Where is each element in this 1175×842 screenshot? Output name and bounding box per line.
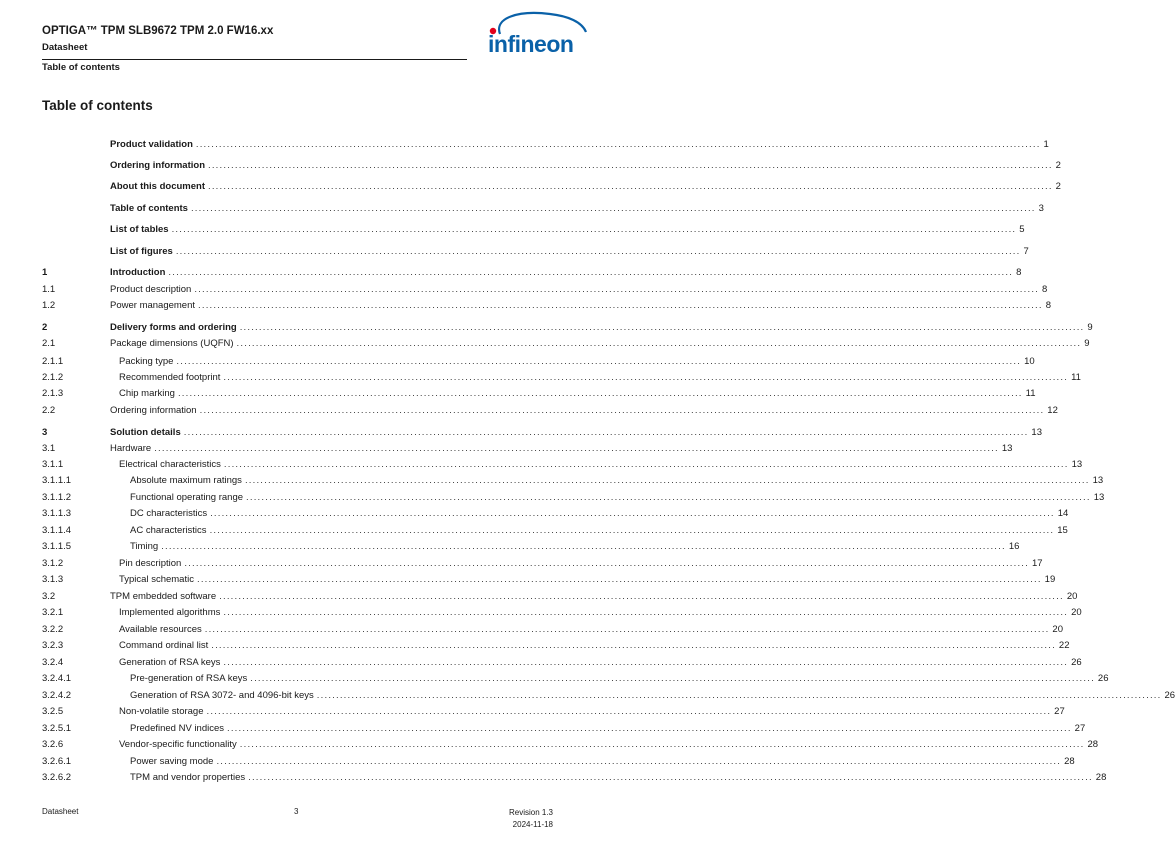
toc-entry-number: 3.2.4.2 (42, 690, 72, 701)
toc-dot-leader: ............................................................................................................................................................................................................................ (223, 459, 1069, 470)
toc-entry-number: 3.1.2 (42, 558, 64, 569)
toc-entry[interactable] (42, 738, 1099, 752)
toc-entry-title: Implemented algorithms (119, 607, 221, 618)
toc-entry-line (110, 321, 1093, 335)
toc-dot-leader: ............................................................................................................................................................................................................................ (209, 525, 1055, 536)
toc-entry[interactable] (42, 138, 1049, 152)
toc-entry[interactable] (42, 355, 1035, 369)
toc-entry-page: 9 (1087, 322, 1093, 333)
toc-entry-page: 20 (1066, 591, 1078, 602)
toc-entry-line (130, 771, 1107, 785)
toc-dot-leader: ............................................................................................................................................................................................................................ (246, 492, 1091, 503)
toc-entry-number: 1 (42, 267, 48, 278)
toc-entry-number: 3.2.1 (42, 607, 64, 618)
toc-dot-leader: ............................................................................................................................................................................................................................ (194, 284, 1039, 295)
toc-dot-leader: ............................................................................................................................................................................................................................ (223, 372, 1069, 383)
toc-entry-page: 28 (1095, 772, 1107, 783)
toc-entry-line (119, 355, 1035, 369)
toc-entry-title: Packing type (119, 356, 174, 367)
toc-entry-line (119, 387, 1036, 401)
toc-entry-page: 1 (1043, 139, 1049, 150)
toc-entry-number: 3.1.1.3 (42, 508, 72, 519)
toc-entry-line (130, 689, 1175, 703)
toc-entry-line (110, 159, 1061, 173)
toc-entry-line (119, 639, 1070, 653)
toc-dot-leader: ............................................................................................................................................................................................................................ (316, 690, 1162, 701)
toc-entry-line (119, 705, 1065, 719)
toc-entry-number: 3.2.5 (42, 706, 64, 717)
footer-revision: Revision 1.3 (508, 808, 553, 817)
toc-entry-title: Generation of RSA keys (119, 657, 221, 668)
toc-entry[interactable] (42, 180, 1061, 194)
toc-entry-page: 22 (1058, 640, 1070, 651)
toc-entry[interactable] (42, 404, 1058, 418)
toc-entry-line (110, 590, 1078, 604)
toc-entry-title: Predefined NV indices (130, 723, 224, 734)
toc-dot-leader: ............................................................................................................................................................................................................................ (195, 139, 1041, 150)
toc-entry-line (130, 755, 1075, 769)
toc-dot-leader: ............................................................................................................................................................................................................................ (184, 558, 1029, 569)
logo-wordmark: infineon (488, 31, 574, 57)
toc-entry-line (130, 507, 1069, 521)
toc-entry[interactable] (42, 491, 1105, 505)
toc-entry-line (110, 337, 1090, 351)
toc-entry-line (110, 245, 1029, 259)
toc-entry-title: Ordering information (110, 160, 205, 171)
toc-entry-title: DC characteristics (130, 508, 208, 519)
toc-entry-line (110, 202, 1044, 216)
toc-entry-title: Command ordinal list (119, 640, 209, 651)
toc-dot-leader: ............................................................................................................................................................................................................................ (183, 427, 1029, 438)
toc-entry[interactable] (42, 245, 1029, 259)
toc-entry[interactable] (42, 656, 1082, 670)
toc-entry-page: 13 (1001, 443, 1013, 454)
toc-dot-leader: ............................................................................................................................................................................................................................ (210, 508, 1055, 519)
toc-entry-title: Power management (110, 300, 196, 311)
toc-entry-line (110, 299, 1051, 313)
toc-entry-page: 15 (1057, 525, 1068, 536)
toc-entry-number: 3.1.1.1 (42, 475, 72, 486)
toc-dot-leader: ............................................................................................................................................................................................................................ (154, 443, 999, 454)
toc-entry-page: 11 (1071, 372, 1081, 383)
toc-dot-leader: ............................................................................................................................................................................................................................ (204, 624, 1050, 635)
toc-entry-page: 10 (1024, 356, 1035, 367)
toc-dot-leader: ............................................................................................................................................................................................................................ (208, 181, 1053, 192)
toc-entry-title: Product validation (110, 139, 193, 150)
toc-entry[interactable] (42, 321, 1093, 335)
toc-entry-line (119, 623, 1063, 637)
toc-entry-line (130, 524, 1068, 538)
toc-dot-leader: ............................................................................................................................................................................................................................ (216, 756, 1062, 767)
toc-entry[interactable] (42, 442, 1013, 456)
toc-entry-number: 3.2.6 (42, 739, 64, 750)
toc-entry-page: 14 (1057, 508, 1069, 519)
toc-entry-line (119, 458, 1083, 472)
toc-dot-leader: ............................................................................................................................................................................................................................ (190, 203, 1036, 214)
toc-entry[interactable] (42, 722, 1086, 736)
toc-dot-leader: ............................................................................................................................................................................................................................ (211, 640, 1056, 651)
toc-entry-line (119, 557, 1043, 571)
toc-entry-line (119, 606, 1082, 620)
toc-entry[interactable] (42, 540, 1020, 554)
footer-revision-block (509, 807, 553, 831)
toc-entry-page: 26 (1071, 657, 1082, 668)
toc-entry-page: 5 (1019, 224, 1025, 235)
toc-entry[interactable] (42, 590, 1078, 604)
toc-entry-title: Delivery forms and ordering (110, 322, 237, 333)
document-title: OPTIGA™ TPM SLB9672 TPM 2.0 FW16.xx (42, 25, 274, 37)
toc-entry[interactable] (42, 223, 1025, 237)
toc-entry[interactable] (42, 426, 1042, 440)
toc-entry-line (119, 573, 1056, 587)
toc-entry-page: 12 (1047, 405, 1058, 416)
toc-entry-title: Timing (130, 541, 159, 552)
toc-entry-number: 3.1.3 (42, 574, 64, 585)
toc-entry[interactable] (42, 474, 1104, 488)
toc-entry-page: 27 (1074, 723, 1086, 734)
toc-entry[interactable] (42, 299, 1051, 313)
toc-entry[interactable] (42, 557, 1043, 571)
toc-dot-leader: ............................................................................................................................................................................................................................ (199, 405, 1045, 416)
toc-entry-line (119, 656, 1082, 670)
toc-entry-title: Vendor-specific functionality (119, 739, 237, 750)
toc-entry-title: Ordering information (110, 405, 197, 416)
footer-date: 2024-11-18 (512, 820, 553, 829)
toc-entry-page: 26 (1097, 673, 1109, 684)
toc-entry[interactable] (42, 371, 1081, 385)
toc-dot-leader: ............................................................................................................................................................................................................................ (223, 657, 1069, 668)
toc-dot-leader: ............................................................................................................................................................................................................................ (239, 739, 1085, 750)
toc-entry-title: TPM and vendor properties (130, 772, 246, 783)
infineon-logo (478, 10, 588, 62)
toc-entry-line (130, 672, 1109, 686)
toc-entry-title: Solution details (110, 427, 181, 438)
toc-dot-leader: ............................................................................................................................................................................................................................ (208, 160, 1053, 171)
toc-entry-line (130, 491, 1105, 505)
toc-entry-title: Power saving mode (130, 756, 214, 767)
toc-entry[interactable] (42, 458, 1083, 472)
toc-entry-title: Electrical characteristics (119, 459, 221, 470)
toc-entry-page: 13 (1093, 492, 1105, 503)
toc-dot-leader: ............................................................................................................................................................................................................................ (176, 356, 1022, 367)
header-rule (42, 59, 467, 60)
toc-entry-line (110, 266, 1022, 280)
toc-entry-title: Absolute maximum ratings (130, 475, 242, 486)
toc-entry-number: 1.1 (42, 284, 56, 295)
toc-entry[interactable] (42, 159, 1061, 173)
toc-entry-page: 19 (1044, 574, 1056, 585)
toc-entry-number: 2.1.2 (42, 372, 64, 383)
toc-entry-page: 17 (1031, 558, 1043, 569)
toc-entry-page: 27 (1054, 706, 1065, 717)
toc-entry-line (130, 474, 1104, 488)
toc-entry[interactable] (42, 755, 1075, 769)
toc-entry-page: 9 (1084, 338, 1090, 349)
toc-entry-line (110, 223, 1025, 237)
toc-dot-leader: ............................................................................................................................................................................................................................ (161, 541, 1006, 552)
toc-entry-number: 3.2.6.2 (42, 772, 72, 783)
toc-entry-title: List of tables (110, 224, 169, 235)
toc-entry-number: 3.2.5.1 (42, 723, 72, 734)
toc-entry-number: 3.1.1.4 (42, 525, 72, 536)
toc-dot-leader: ............................................................................................................................................................................................................................ (239, 322, 1085, 333)
toc-entry[interactable] (42, 387, 1036, 401)
toc-entry-page: 11 (1025, 388, 1036, 399)
header-section-label: Table of contents (42, 62, 120, 73)
toc-entry-number: 3 (42, 427, 48, 438)
document-subtitle: Datasheet (42, 42, 88, 53)
toc-entry-title: Pin description (119, 558, 182, 569)
toc-entry-title: Package dimensions (UQFN) (110, 338, 234, 349)
toc-dot-leader: ............................................................................................................................................................................................................................ (219, 591, 1064, 602)
toc-entry-number: 2.1.3 (42, 388, 64, 399)
toc-entry[interactable] (42, 283, 1048, 297)
toc-entry-title: Product description (110, 284, 192, 295)
toc-entry-page: 26 (1164, 690, 1175, 701)
toc-entry-number: 3.2.4.1 (42, 673, 72, 684)
toc-dot-leader: ............................................................................................................................................................................................................................ (248, 772, 1093, 783)
toc-entry-page: 13 (1071, 459, 1083, 470)
toc-dot-leader: ............................................................................................................................................................................................................................ (227, 723, 1072, 734)
toc-entry-number: 3.2 (42, 591, 56, 602)
toc-entry-title: Table of contents (110, 203, 188, 214)
toc-entry[interactable] (42, 623, 1063, 637)
toc-dot-leader: ............................................................................................................................................................................................................................ (250, 673, 1095, 684)
toc-entry-title: About this document (110, 181, 205, 192)
toc-entry-number: 3.1.1.5 (42, 541, 72, 552)
toc-entry[interactable] (42, 507, 1069, 521)
toc-entry[interactable] (42, 524, 1068, 538)
toc-entry-line (119, 738, 1099, 752)
toc-entry-page: 3 (1038, 203, 1044, 214)
toc-entry[interactable] (42, 573, 1056, 587)
toc-entry-line (110, 426, 1042, 440)
toc-entry-page: 28 (1087, 739, 1099, 750)
toc-entry-page: 8 (1016, 267, 1022, 278)
toc-entry-number: 3.1 (42, 443, 56, 454)
toc-entry-line (110, 180, 1061, 194)
toc-entry-page: 13 (1092, 475, 1104, 486)
toc-entry-title: Typical schematic (119, 574, 194, 585)
toc-entry[interactable] (42, 606, 1082, 620)
toc-dot-leader: ............................................................................................................................................................................................................................ (206, 706, 1052, 717)
toc-entry-line (130, 722, 1086, 736)
toc-entry-title: Functional operating range (130, 492, 244, 503)
toc-entry-page: 20 (1052, 624, 1063, 635)
toc-entry-number: 2.1 (42, 338, 56, 349)
toc-entry-page: 8 (1045, 300, 1051, 311)
toc-dot-leader: ............................................................................................................................................................................................................................ (177, 388, 1023, 399)
footer-page-number: 3 (294, 807, 299, 816)
toc-entry-page: 2 (1055, 181, 1061, 192)
toc-entry-page: 7 (1023, 246, 1029, 257)
toc-dot-leader: ............................................................................................................................................................................................................................ (175, 246, 1021, 257)
toc-entry-number: 3.2.6.1 (42, 756, 72, 767)
toc-entry[interactable] (42, 771, 1107, 785)
toc-entry-number: 1.2 (42, 300, 56, 311)
toc-entry-number: 3.2.2 (42, 624, 64, 635)
toc-entry-title: Pre-generation of RSA keys (130, 673, 248, 684)
toc-entry-page: 16 (1008, 541, 1020, 552)
toc-dot-leader: ............................................................................................................................................................................................................................ (223, 607, 1069, 618)
toc-dot-leader: ............................................................................................................................................................................................................................ (236, 338, 1082, 349)
toc-heading: Table of contents (42, 98, 153, 113)
toc-entry-number: 3.1.1.2 (42, 492, 72, 503)
toc-entry-number: 3.2.3 (42, 640, 64, 651)
toc-entry-title: Non-volatile storage (119, 706, 204, 717)
toc-entry-line (119, 371, 1081, 385)
toc-entry-title: TPM embedded software (110, 591, 217, 602)
toc-entry-number: 2 (42, 322, 48, 333)
toc-entry[interactable] (42, 337, 1090, 351)
toc-entry-line (110, 283, 1048, 297)
toc-entry[interactable] (42, 266, 1022, 280)
toc-dot-leader: ............................................................................................................................................................................................................................ (196, 574, 1042, 585)
toc-dot-leader: ............................................................................................................................................................................................................................ (168, 267, 1014, 278)
toc-entry[interactable] (42, 202, 1044, 216)
toc-dot-leader: ............................................................................................................................................................................................................................ (198, 300, 1043, 311)
toc-entry-title: AC characteristics (130, 525, 207, 536)
toc-entry-page: 20 (1071, 607, 1082, 618)
toc-entry-line (110, 404, 1058, 418)
toc-entry-number: 2.1.1 (42, 356, 64, 367)
toc-entry-line (130, 540, 1020, 554)
toc-dot-leader: ............................................................................................................................................................................................................................ (244, 475, 1090, 486)
toc-entry-title: List of figures (110, 246, 173, 257)
toc-entry-title: Generation of RSA 3072- and 4096-bit keys (130, 690, 314, 701)
toc-entry-number: 3.1.1 (42, 459, 64, 470)
toc-entry-title: Hardware (110, 443, 152, 454)
toc-entry-page: 28 (1064, 756, 1075, 767)
toc-entry-page: 13 (1031, 427, 1042, 438)
toc-entry-title: Recommended footprint (119, 372, 221, 383)
toc-entry-line (110, 138, 1049, 152)
toc-entry-title: Available resources (119, 624, 202, 635)
toc-entry-line (110, 442, 1013, 456)
toc-dot-leader: ............................................................................................................................................................................................................................ (171, 224, 1017, 235)
toc-entry-number: 2.2 (42, 405, 56, 416)
toc-entry-title: Chip marking (119, 388, 175, 399)
footer-doc-type: Datasheet (42, 807, 79, 816)
toc-entry-page: 8 (1042, 284, 1048, 295)
toc-entry-number: 3.2.4 (42, 657, 64, 668)
toc-entry[interactable] (42, 639, 1070, 653)
toc-entry-page: 2 (1055, 160, 1061, 171)
toc-entry[interactable] (42, 705, 1065, 719)
toc-entry[interactable] (42, 689, 1175, 703)
toc-entry[interactable] (42, 672, 1109, 686)
toc-entry-title: Introduction (110, 267, 166, 278)
